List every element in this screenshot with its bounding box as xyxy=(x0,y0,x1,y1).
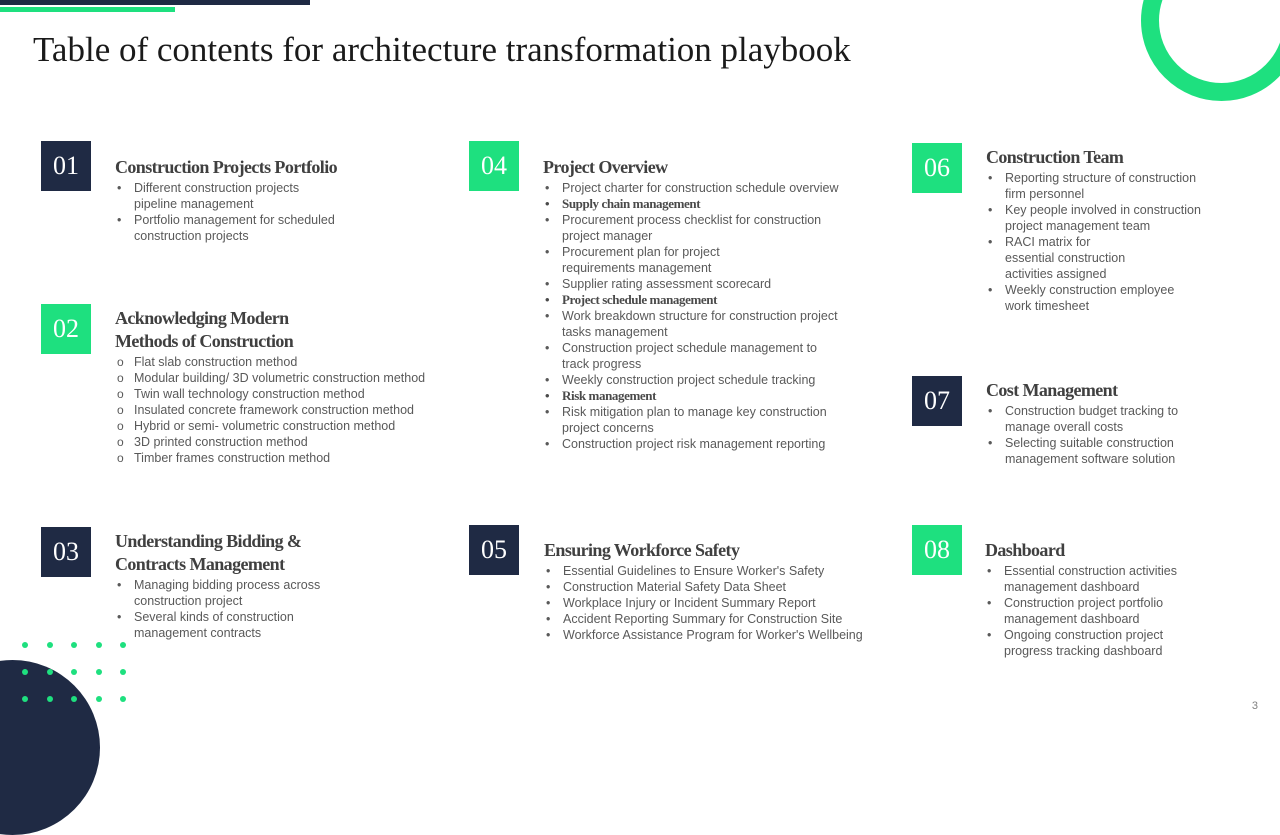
list-item: o Timber frames construction method xyxy=(115,450,455,466)
decorative-dot xyxy=(22,696,28,702)
section-title-08[interactable]: Dashboard xyxy=(985,540,1065,560)
section-05 xyxy=(544,539,904,643)
decorative-dot xyxy=(71,696,77,702)
section-title-01[interactable]: Construction Projects Portfolio xyxy=(115,157,338,177)
section-number-08: 08 xyxy=(912,525,962,575)
section-title-05[interactable]: Ensuring Workforce Safety xyxy=(544,540,740,560)
decorative-ring xyxy=(1141,0,1280,101)
section-number-04: 04 xyxy=(469,141,519,191)
section-number-07: 07 xyxy=(912,376,962,426)
section-title-03[interactable]: Understanding Bidding & Contracts Management xyxy=(115,531,302,574)
decorative-dot xyxy=(22,669,28,675)
decorative-dot xyxy=(96,669,102,675)
decorative-dot xyxy=(47,642,53,648)
list-item: o Twin wall technology construction method xyxy=(115,386,455,402)
section-number-02: 02 xyxy=(41,304,91,354)
section-title-04[interactable]: Project Overview xyxy=(543,157,668,177)
decorative-dot xyxy=(22,642,28,648)
section-items-03 xyxy=(115,577,445,641)
decorative-dot xyxy=(120,669,126,675)
section-06 xyxy=(986,146,1256,314)
list-item: • Construction budget tracking to manage overall costs xyxy=(986,403,1256,435)
list-item: • Ongoing construction project progress tracking dashboard xyxy=(985,627,1255,659)
section-number-01: 01 xyxy=(41,141,91,191)
list-item: o Insulated concrete framework construction method xyxy=(115,402,455,418)
list-item: • Key people involved in construction project management team xyxy=(986,202,1256,234)
decorative-dot xyxy=(120,642,126,648)
list-item: • Supplier rating assessment scorecard xyxy=(543,276,883,292)
list-item: • Workplace Injury or Incident Summary Report xyxy=(544,595,904,611)
list-item: • Procurement plan for project requirements management xyxy=(543,244,883,276)
list-item: o Modular building/ 3D volumetric construction method xyxy=(115,370,455,386)
section-items-01 xyxy=(115,180,445,244)
list-subheading: • Risk management xyxy=(543,388,883,404)
decorative-dot xyxy=(96,696,102,702)
section-items-06 xyxy=(986,170,1256,314)
list-item: • Selecting suitable construction management software solution xyxy=(986,435,1256,467)
list-item: • Essential construction activities management dashboard xyxy=(985,563,1255,595)
list-subheading: • Supply chain management xyxy=(543,196,883,212)
section-07 xyxy=(986,379,1256,467)
list-item: • Reporting structure of construction firm personnel xyxy=(986,170,1256,202)
section-items-05 xyxy=(544,563,904,643)
section-items-02 xyxy=(115,354,455,466)
section-number-05: 05 xyxy=(469,525,519,575)
decorative-dot xyxy=(71,642,77,648)
section-02 xyxy=(115,307,455,466)
section-title-07[interactable]: Cost Management xyxy=(986,380,1118,400)
decorative-dot xyxy=(96,642,102,648)
list-item: o Flat slab construction method xyxy=(115,354,455,370)
section-items-04 xyxy=(543,180,883,452)
list-item: • Essential Guidelines to Ensure Worker's Safety xyxy=(544,563,904,579)
list-item: o Hybrid or semi- volumetric construction method xyxy=(115,418,455,434)
section-items-08 xyxy=(985,563,1255,659)
section-04 xyxy=(543,156,883,452)
decorative-dot xyxy=(71,669,77,675)
list-item: • Accident Reporting Summary for Construction Site xyxy=(544,611,904,627)
top-accent-bar xyxy=(0,7,175,12)
decorative-dot xyxy=(47,669,53,675)
list-item: • Construction project portfolio management dashboard xyxy=(985,595,1255,627)
list-item: • Managing bidding process across construction project xyxy=(115,577,445,609)
list-item: • RACI matrix for essential construction activities assigned xyxy=(986,234,1256,282)
list-item: • Project charter for construction schedule overview xyxy=(543,180,883,196)
section-01 xyxy=(115,156,445,244)
list-subheading: • Project schedule management xyxy=(543,292,883,308)
list-item: • Weekly construction project schedule tracking xyxy=(543,372,883,388)
page-title: Table of contents for architecture transformation playbook xyxy=(33,30,851,69)
list-item: • Construction project risk management reporting xyxy=(543,436,883,452)
list-item: • Weekly construction employee work timesheet xyxy=(986,282,1256,314)
decorative-dot-grid xyxy=(22,642,132,707)
list-item: • Procurement process checklist for construction project manager xyxy=(543,212,883,244)
list-item: • Different construction projects pipeline management xyxy=(115,180,445,212)
list-item: • Work breakdown structure for construction project tasks management xyxy=(543,308,883,340)
section-title-02[interactable]: Acknowledging Modern Methods of Construction xyxy=(115,308,294,351)
page-number: 3 xyxy=(1251,700,1258,712)
list-item: • Workforce Assistance Program for Worker's Wellbeing xyxy=(544,627,904,643)
section-number-06: 06 xyxy=(912,143,962,193)
top-dark-bar xyxy=(0,0,310,5)
list-item: • Several kinds of construction management contracts xyxy=(115,609,445,641)
section-03 xyxy=(115,530,445,641)
section-08 xyxy=(985,539,1255,659)
list-item: • Construction project schedule management to track progress xyxy=(543,340,883,372)
section-title-06[interactable]: Construction Team xyxy=(986,147,1124,167)
list-item: • Risk mitigation plan to manage key construction project concerns xyxy=(543,404,883,436)
list-item: • Portfolio management for scheduled construction projects xyxy=(115,212,445,244)
decorative-dot xyxy=(47,696,53,702)
section-number-03: 03 xyxy=(41,527,91,577)
section-items-07 xyxy=(986,403,1256,467)
list-item: o 3D printed construction method xyxy=(115,434,455,450)
decorative-dot xyxy=(120,696,126,702)
list-item: • Construction Material Safety Data Sheet xyxy=(544,579,904,595)
